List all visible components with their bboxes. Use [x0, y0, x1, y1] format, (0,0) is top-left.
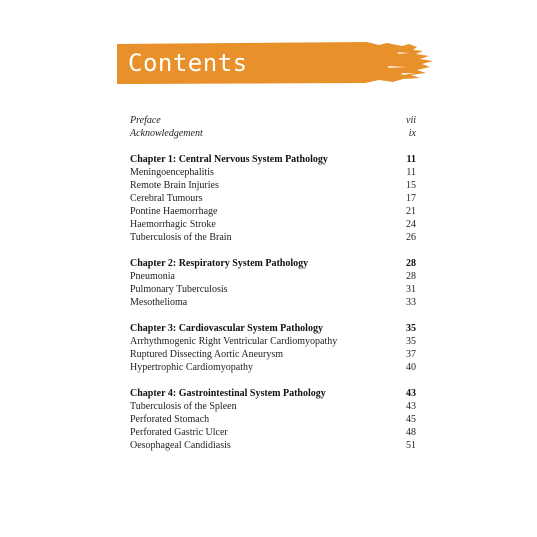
- chapter-heading[interactable]: [130, 257, 416, 270]
- chapter-title: Chapter 4: Gastrointestinal System Pathology: [130, 388, 326, 399]
- toc-entry-title: Ruptured Dissecting Aortic Aneurysm: [130, 349, 284, 360]
- toc-entry-title: Preface: [130, 115, 161, 126]
- toc-page-number: 40: [406, 362, 416, 373]
- toc-row[interactable]: [130, 361, 416, 374]
- spacer: [130, 140, 416, 153]
- chapter-title: Chapter 3: Cardiovascular System Pathology: [130, 323, 323, 334]
- toc-page-number: 35: [406, 336, 416, 347]
- toc-entry-title: Perforated Stomach: [130, 414, 210, 425]
- toc-row[interactable]: [130, 166, 416, 179]
- toc-page-number: 33: [406, 297, 416, 308]
- chapter-page-number: 28: [406, 258, 416, 269]
- toc-row[interactable]: [130, 296, 416, 309]
- chapter-page-number: 35: [406, 323, 416, 334]
- contents-banner: [117, 42, 435, 84]
- toc-page-number: 21: [406, 206, 416, 217]
- toc-row[interactable]: [130, 270, 416, 283]
- chapter-page-number: 11: [406, 154, 416, 165]
- toc-entry-title: Haemorrhagic Stroke: [130, 219, 216, 230]
- toc-row[interactable]: [130, 179, 416, 192]
- toc-row[interactable]: [130, 335, 416, 348]
- chapter-title: Chapter 2: Respiratory System Pathology: [130, 258, 309, 269]
- toc-row[interactable]: [130, 413, 416, 426]
- toc-row[interactable]: [130, 426, 416, 439]
- toc-row[interactable]: [130, 231, 416, 244]
- toc-page-number: 37: [406, 349, 416, 360]
- toc-row[interactable]: [130, 400, 416, 413]
- toc-entry-title: Oesophageal Candidiasis: [130, 440, 231, 451]
- toc-row[interactable]: [130, 348, 416, 361]
- toc-page-number: 24: [406, 219, 416, 230]
- toc-page-number: 17: [406, 193, 416, 204]
- toc-row[interactable]: [130, 192, 416, 205]
- chapter-heading[interactable]: [130, 153, 416, 166]
- toc-entry-title: Arrhythmogenic Right Ventricular Cardiomyopathy: [130, 336, 338, 347]
- toc-row[interactable]: [130, 218, 416, 231]
- toc-page-number: 28: [406, 271, 416, 282]
- toc-entry-title: Pontine Haemorrhage: [130, 206, 218, 217]
- toc-row-preface[interactable]: [130, 114, 416, 127]
- spacer: [130, 244, 416, 257]
- toc-page-number: 26: [406, 232, 416, 243]
- toc-entry-title: Remote Brain Injuries: [130, 180, 219, 191]
- toc-page-number: 48: [406, 427, 416, 438]
- toc-entry-title: Tuberculosis of the Brain: [130, 232, 232, 243]
- toc-entry-title: Mesothelioma: [130, 297, 188, 308]
- toc-page-number: 15: [406, 180, 416, 191]
- chapter-heading[interactable]: [130, 322, 416, 335]
- toc-page-number: vii: [406, 115, 416, 126]
- toc-row[interactable]: [130, 205, 416, 218]
- toc-entry-title: Pulmonary Tuberculosis: [130, 284, 228, 295]
- toc-page-number: 31: [406, 284, 416, 295]
- toc-entry-title: Tuberculosis of the Spleen: [130, 401, 237, 412]
- chapter-heading[interactable]: [130, 387, 416, 400]
- table-of-contents: [130, 114, 416, 452]
- toc-page-number: ix: [408, 128, 416, 139]
- toc-row[interactable]: [130, 283, 416, 296]
- toc-entry-title: Cerebral Tumours: [130, 193, 203, 204]
- toc-page-number: 11: [406, 167, 416, 178]
- toc-entry-title: Perforated Gastric Ulcer: [130, 427, 228, 438]
- toc-entry-title: Meningoencephalitis: [130, 167, 214, 178]
- toc-page-number: 51: [406, 440, 416, 451]
- toc-row[interactable]: [130, 439, 416, 452]
- contents-heading: Contents: [128, 49, 248, 77]
- spacer: [130, 309, 416, 322]
- toc-page-number: 43: [406, 401, 416, 412]
- toc-row-acknowledgement[interactable]: [130, 127, 416, 140]
- chapter-title: Chapter 1: Central Nervous System Pathology: [130, 154, 328, 165]
- toc-page-number: 45: [406, 414, 416, 425]
- toc-entry-title: Acknowledgement: [130, 128, 203, 139]
- spacer: [130, 374, 416, 387]
- chapter-page-number: 43: [406, 388, 416, 399]
- toc-entry-title: Hypertrophic Cardiomyopathy: [130, 362, 254, 373]
- toc-entry-title: Pneumonia: [130, 271, 175, 282]
